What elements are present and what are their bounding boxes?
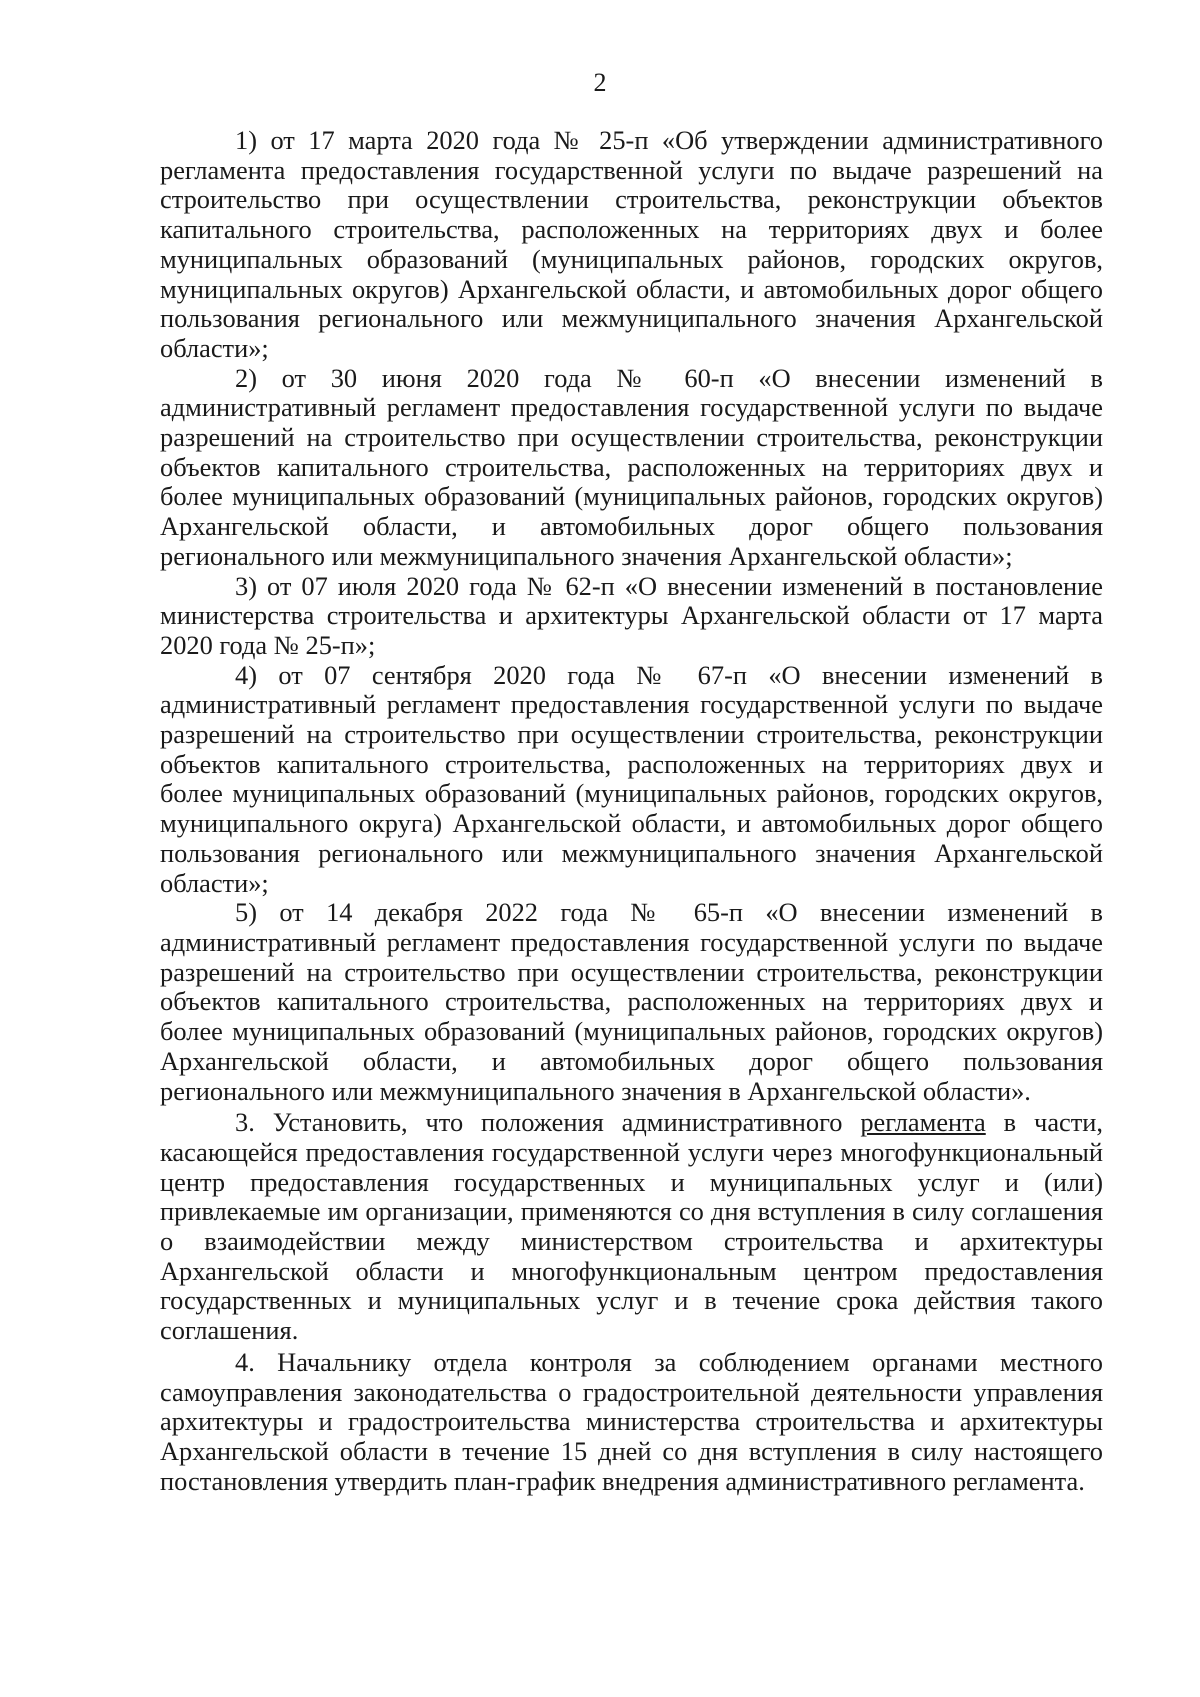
section-4-paragraph: 4. Начальнику отдела контроля за соблюдением органами местного самоуправления законодательства о градостроительной деятельности управления архитектуры и градостроительства министерства строительства и архитектуры Архангельской области в течение 15 дней со дня вступления в силу настоящего постановления утвердить план-график внедрения административного регламента.	[160, 1346, 1103, 1496]
section-3-text-start: 3. Установить, что положения административного	[235, 1107, 861, 1138]
section-3-text-end: в части, касающейся предоставления государственной услуги через многофункциональный центр предоставления государственных и муниципальных услуг и (или) привлекаемые им организации, применяются со дня вступления в силу соглашения о взаимодействии между министерством строительства и архитектуры Архангельской области и многофункциональным центром предоставления государственных и муниципальных услуг и в течение срока действия такого соглашения.	[160, 1107, 1103, 1346]
page-number: 2	[593, 68, 607, 97]
list-item-4: 4) от 07 сентября 2020 года № 67-п «О внесении изменений в административный регламент предоставления государственной услуги по выдаче разрешений на строительство при осуществлении строительства, реконструкции объектов капитального строительства, расположенных на территориях двух и более муниципальных образований (муниципальных районов, городских округов, муниципального округа) Архангельской области, и автомобильных дорог общего пользования регионального или межмуниципального значения Архангельской области»;	[160, 659, 1103, 898]
list-item-5: 5) от 14 декабря 2022 года № 65-п «О внесении изменений в административный регламент предоставления государственной услуги по выдаче разрешений на строительство при осуществлении строительства, реконструкции объектов капитального строительства, расположенных на территориях двух и более муниципальных образований (муниципальных районов, городских округов) Архангельской области, и автомобильных дорог общего пользования регионального или межмуниципального значения в Архангельской области».	[160, 897, 1103, 1106]
section-3-paragraph	[160, 1108, 1103, 1346]
list-item-3: 3) от 07 июля 2020 года № 62-п «О внесении изменений в постановление министерства строительства и архитектуры Архангельской области от 17 марта 2020 года № 25-п»;	[160, 570, 1103, 660]
section-3-underlined-word: регламента	[860, 1107, 986, 1138]
list-item-2: 2) от 30 июня 2020 года № 60-п «О внесении изменений в административный регламент предоставления государственной услуги по выдаче разрешений на строительство при осуществлении строительства, реконструкции объектов капитального строительства, расположенных на территориях двух и более муниципальных образований (муниципальных районов, городских округов) Архангельской области, и автомобильных дорог общего пользования регионального или межмуниципального значения Архангельской области»;	[160, 362, 1103, 571]
document-body	[160, 126, 1103, 1496]
list-item-1: 1) от 17 марта 2020 года № 25-п «Об утверждении административного регламента предоставления государственной услуги по выдаче разрешений на строительство при осуществлении строительства, реконструкции объектов капитального строительства, расположенных на территориях двух и более муниципальных образований (муниципальных районов, городских округов, муниципальных округов) Архангельской области, и автомобильных дорог общего пользования регионального или межмуниципального значения Архангельской области»;	[160, 125, 1103, 363]
